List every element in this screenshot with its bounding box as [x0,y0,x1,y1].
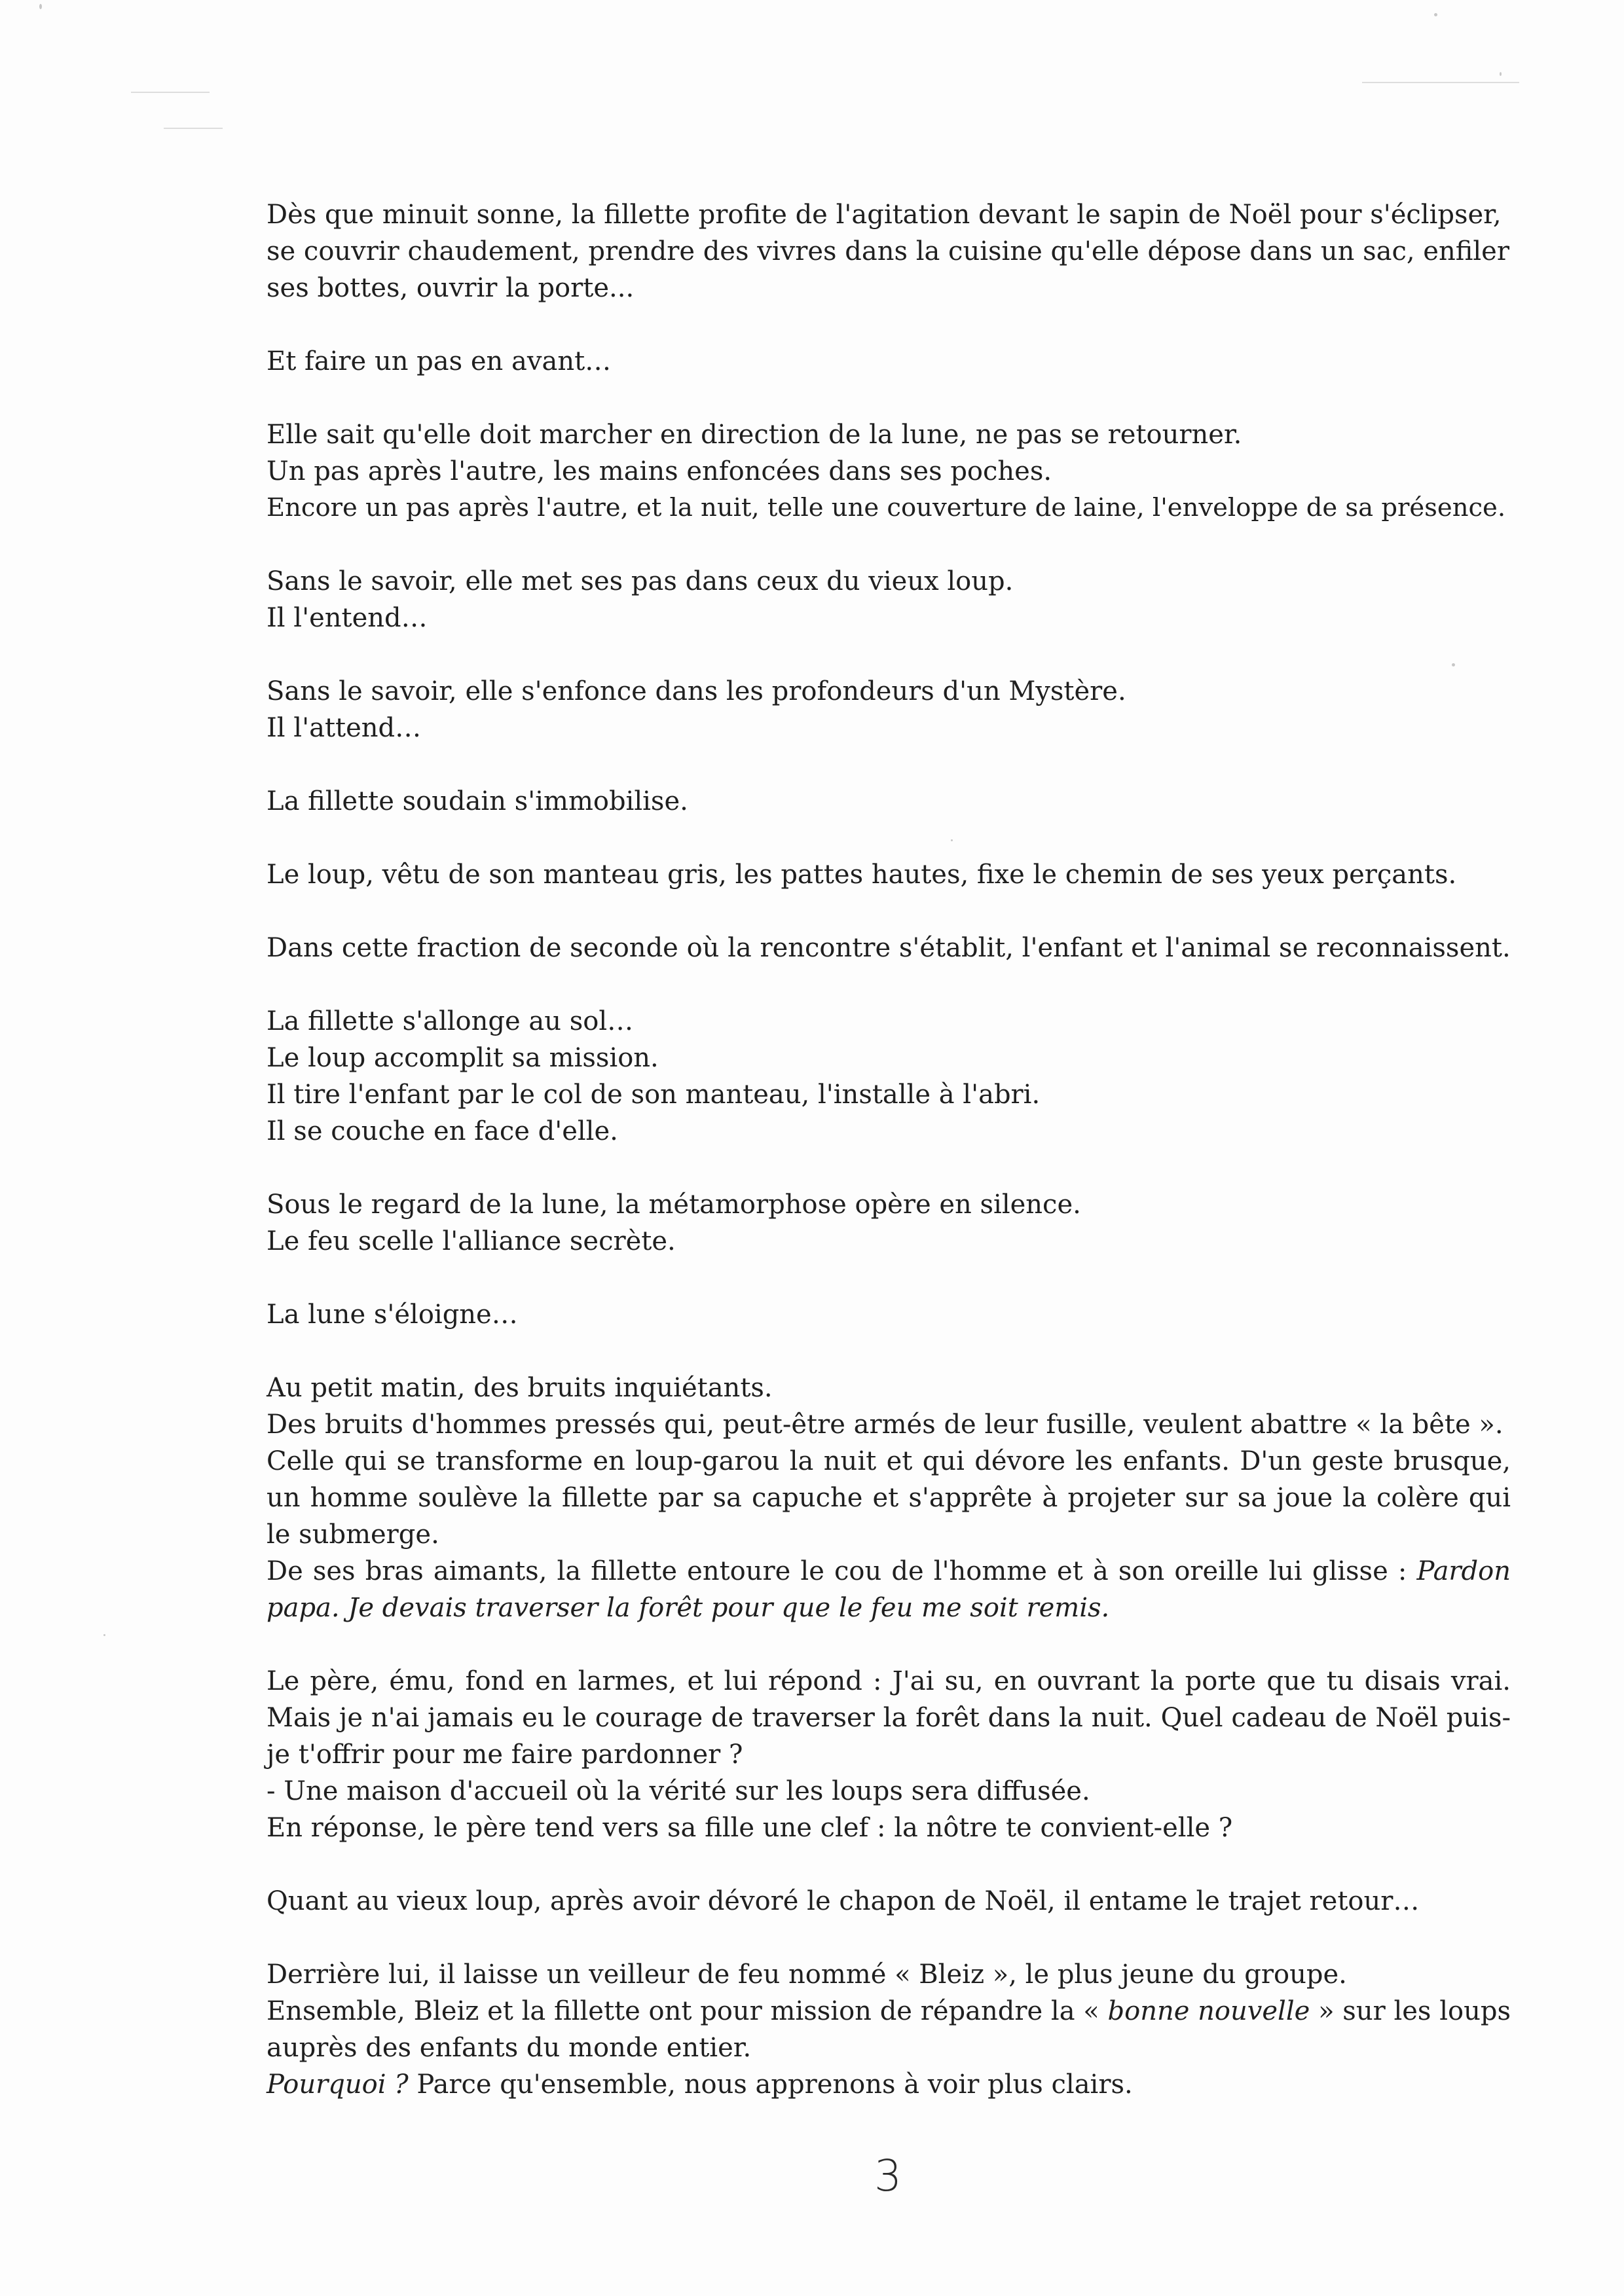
page-number: 3 [874,2151,902,2201]
paragraph [267,1956,1511,2103]
paragraph [267,783,1511,820]
text-line: Au petit matin, des bruits inquiétants. [267,1373,773,1403]
scan-smudge [164,128,223,129]
text-line: La fillette s'allonge au sol… [267,1006,634,1036]
text-line [267,1993,1511,2066]
text-line: Le loup, vêtu de son manteau gris, les pattes hautes, fixe le chemin de ses yeux perçants. [267,860,1457,890]
scan-speck [1434,13,1437,16]
text-line [267,2066,1511,2103]
text-line: Le loup accomplit sa mission. [267,1043,659,1073]
text-segment: Ensemble, Bleiz et la fillette ont pour mission de répandre la « [267,1996,1108,2026]
text-line: Dans cette fraction de seconde où la rencontre s'établit, l'enfant et l'animal se reconnaissent. [267,933,1511,963]
text-line: Il l'entend… [267,603,428,633]
text-line: La fillette soudain s'immobilise. [267,786,688,816]
paragraph [267,673,1511,746]
text-line: Sans le savoir, elle s'enfonce dans les profondeurs d'un Mystère. [267,676,1126,706]
text-line: Elle sait qu'elle doit marcher en direction de la lune, ne pas se retourner. [267,420,1242,450]
text-line: ses bottes, ouvrir la porte... [267,273,635,303]
paragraph [267,343,1511,380]
text-segment: De ses bras aimants, la fillette entoure le cou de l'homme et à son oreille lui glisse : [267,1556,1417,1586]
text-line: Le feu scelle l'alliance secrète. [267,1226,676,1256]
text-line: Sans le savoir, elle met ses pas dans ceux du vieux loup. [267,566,1014,596]
text-line: Derrière lui, il laisse un veilleur de feu nommé « Bleiz », le plus jeune du groupe. [267,1959,1347,1990]
text-line: Il tire l'enfant par le col de son manteau, l'installe à l'abri. [267,1080,1041,1110]
text-line: Celle qui se transforme en loup-garou la nuit et qui dévore les enfants. D'un geste brusque, un homme soulève la fillette par sa capuche et s'apprête à projeter sur sa joue la colère qui le submerge. [267,1446,1511,1550]
scan-speck [39,4,42,9]
text-line: Un pas après l'autre, les mains enfoncées dans ses poches. [267,456,1052,486]
text-line: Quant au vieux loup, après avoir dévoré le chapon de Noël, il entame le trajet retour… [267,1886,1420,1916]
text-line: La lune s'éloigne… [267,1300,518,1330]
text-line [267,1553,1511,1626]
paragraph [267,930,1511,966]
text-line: Et faire un pas en avant… [267,346,612,376]
paragraph [267,416,1511,526]
paragraph [267,1370,1511,1626]
text-line: Il l'attend… [267,713,422,743]
text-line: se couvrir chaudement, prendre des vivres dans la cuisine qu'elle dépose dans un sac, enfiler [267,236,1509,266]
paragraph [267,1296,1511,1333]
paragraph [267,563,1511,636]
text-segment: Parce qu'ensemble, nous apprenons à voir plus clairs. [408,2069,1133,2100]
italic-quote: Pardon papa. Je devais traverser la forêt pour que le feu me soit remis. [267,1556,1511,1623]
paragraph [267,1883,1511,1920]
italic-phrase: Pourquoi ? [267,2069,409,2100]
text-line: En réponse, le père tend vers sa fille une clef : la nôtre te convient-elle ? [267,1813,1233,1843]
body-text [267,196,1511,2103]
text-line: Dès que minuit sonne, la fillette profite de l'agitation devant le sapin de Noël pour s'éclipser, [267,200,1502,230]
scan-speck [103,1634,105,1636]
text-line: Des bruits d'hommes pressés qui, peut-être armés de leur fusille, veulent abattre « la bête ». [267,1410,1504,1440]
scan-smudge [1362,82,1519,83]
text-segment: » sur les loups auprès des enfants du monde entier. [267,1996,1511,2063]
paragraph [267,1186,1511,1260]
paragraph [267,856,1511,893]
text-line: Sous le regard de la lune, la métamorphose opère en silence. [267,1190,1081,1220]
paragraph [267,196,1511,306]
text-line: Le père, ému, fond en larmes, et lui répond : J'ai su, en ouvrant la porte que tu disais vrai. Mais je n'ai jamais eu le courage de traverser la forêt dans la nuit. Quel cadeau de Noël puis-je t'offrir pour me faire pardonner ? [267,1666,1511,1770]
scan-speck [1500,72,1502,76]
paragraph [267,1663,1511,1846]
italic-phrase: bonne nouvelle [1107,1996,1310,2026]
text-line: - Une maison d'accueil où la vérité sur les loups sera diffusée. [267,1776,1090,1806]
scan-smudge [131,92,210,93]
text-line: Encore un pas après l'autre, et la nuit, telle une couverture de laine, l'enveloppe de sa présence. [267,493,1506,522]
text-line: Il se couche en face d'elle. [267,1116,618,1146]
paragraph [267,1003,1511,1150]
